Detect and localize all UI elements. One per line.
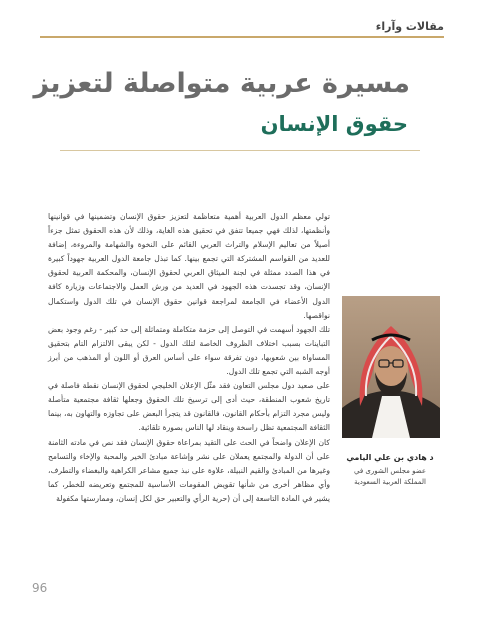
author-role-line2: المملكة العربية السعودية (354, 478, 426, 486)
article-paragraph: على صعيد دول مجلس التعاون فقد مثّل الإعلان الخليجي لحقوق الإنسان نقطة فاصلة في تاريخ شعوب المنطقة، حيث أدى إلى ترسيخ تلك الحقوق وجعلها ثقافة مجتمعية متأصلة وليس مجرد التزام بأحكام القانون، فالقانون قد يتجرأ البعض على تجاوزه والتهاون به، بينما الثقافة المجتمعية تظل راسخة وينقاد لها الناس بصورة تلقائية. (48, 381, 330, 433)
article-title-line2: حقوق الإنسان (260, 112, 408, 136)
article-body (48, 210, 330, 506)
section-label: مقالات وآراء (375, 20, 444, 33)
article-paragraph: كان الإعلان واضحاً في الحث على التقيد بمراعاة حقوق الإنسان فقد نص في مادته الثامنة على أن الدولة والمجتمع يعملان على نشر وإشاعة مبادئ الخير والمحبة والإخاء والتسامح وغيرها من المبادئ والقيم النبيلة، علاوة على نبذ جميع مشاعر الكراهية والبغضاء والتطرف، وأي مظاهر أخرى من شأنها تقويض المقومات الأساسية للمجتمع وتعريضه للخطر، كما يشير في المادة التاسعة إلى أن (حرية الرأي والتعبير حق لكل إنسان، وممارستها مكفولة (48, 437, 330, 503)
title-divider (60, 150, 420, 151)
author-portrait-image (342, 296, 440, 438)
author-name: د هادي بن علي اليامي (346, 453, 434, 462)
article-title-line1: مسيرة عربية متواصلة لتعزيز (33, 68, 410, 99)
author-photo (342, 296, 440, 438)
header-divider (40, 36, 444, 38)
author-role (340, 466, 440, 488)
author-role-line1: عضو مجلس الشورى في (353, 467, 427, 475)
page-number: 96 (32, 581, 48, 595)
article-paragraph: تولي معظم الدول العربية أهمية متعاظمة لتعزيز حقوق الإنسان وتضمينها في قوانينها وأنظمتها، لذلك فهي جميعا تتفق في تحقيق هذه الغاية، وذلك لأن هذه الحقوق تمثل جزءاً أصيلاً من تعاليم الإسلام والتراث العربي القائم على النخوة والشهامة والمروءة، إضافة للعديد من القواسم المشتركة التي تجمع بينها. كما تبذل جامعة الدول العربية جهوداً كبيرة في هذا الصدد ممثلة في لجنة الميثاق العربي لحقوق الإنسان، والمحكمة العربية لحقوق الإنسان، وقد تجسدت هذه الجهود في العديد من ورش العمل والاجتماعات وزيارة كافة الدول الأعضاء في الجامعة لمراجعة قوانين حقوق الإنسان في تلك الدول واستكمال نواقصها. (48, 212, 330, 320)
article-paragraph: تلك الجهود أسهمت في التوصل إلى حزمة متكاملة ومتماثلة إلى حد كبير - رغم وجود بعض التباينات بسبب اختلاف الظروف الخاصة لتلك الدول - لكن يبقى الالتزام التام بتحقيق المساواة بين شعوبها، دون تفرقة سواء على أساس العرق أو اللون أو المذهب من أبرز أوجه الشبه التي تجمع تلك الدول. (48, 324, 330, 377)
